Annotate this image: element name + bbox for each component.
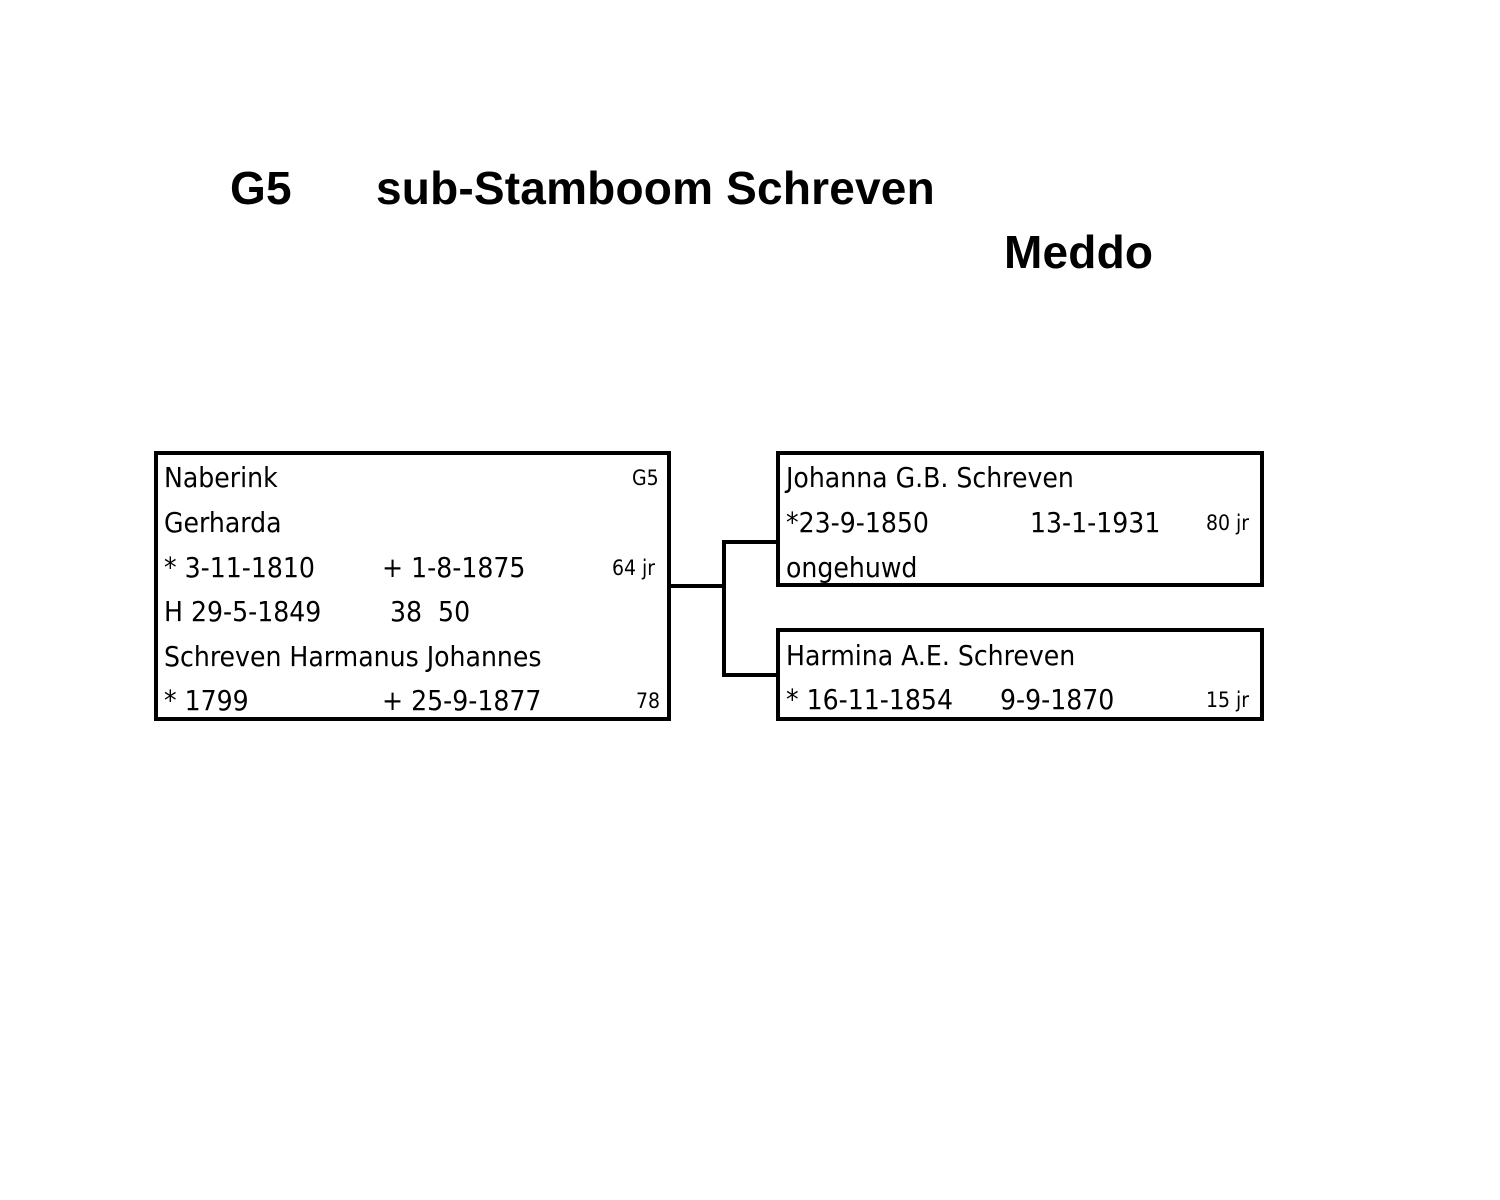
child-birth: *23-9-1850 bbox=[786, 506, 929, 539]
parents-box bbox=[154, 451, 671, 721]
child-name: Johanna G.B. Schreven bbox=[786, 461, 1074, 494]
child-death: 9-9-1870 bbox=[1000, 683, 1115, 716]
child-age: 80 jr bbox=[1206, 511, 1250, 535]
child-box bbox=[776, 628, 1264, 721]
generation-tag: G5 bbox=[632, 466, 659, 490]
mother-birth: * 3-11-1810 bbox=[164, 551, 315, 584]
marriage-date: H 29-5-1849 bbox=[164, 595, 322, 628]
marriage-ages: 38 50 bbox=[390, 595, 471, 628]
generation-code: G5 bbox=[230, 162, 292, 214]
father-birth: * 1799 bbox=[164, 684, 249, 717]
child-age: 15 jr bbox=[1206, 688, 1250, 712]
father-age: 78 bbox=[636, 689, 661, 713]
child-death: 13-1-1931 bbox=[1030, 506, 1161, 539]
mother-given-name: Gerharda bbox=[164, 506, 282, 539]
child-name: Harmina A.E. Schreven bbox=[786, 639, 1076, 672]
mother-age: 64 jr bbox=[612, 556, 656, 580]
mother-surname: Naberink bbox=[164, 461, 278, 494]
child-box bbox=[776, 451, 1264, 587]
child-marital-note: ongehuwd bbox=[786, 551, 918, 584]
place-name: Meddo bbox=[1004, 226, 1154, 278]
father-death: + 25-9-1877 bbox=[382, 684, 542, 717]
mother-death: + 1-8-1875 bbox=[382, 551, 526, 584]
father-name: Schreven Harmanus Johannes bbox=[164, 640, 542, 673]
mother-surname-row bbox=[164, 456, 667, 500]
page-title: sub-Stamboom Schreven bbox=[376, 162, 935, 214]
child-birth: * 16-11-1854 bbox=[786, 683, 953, 716]
